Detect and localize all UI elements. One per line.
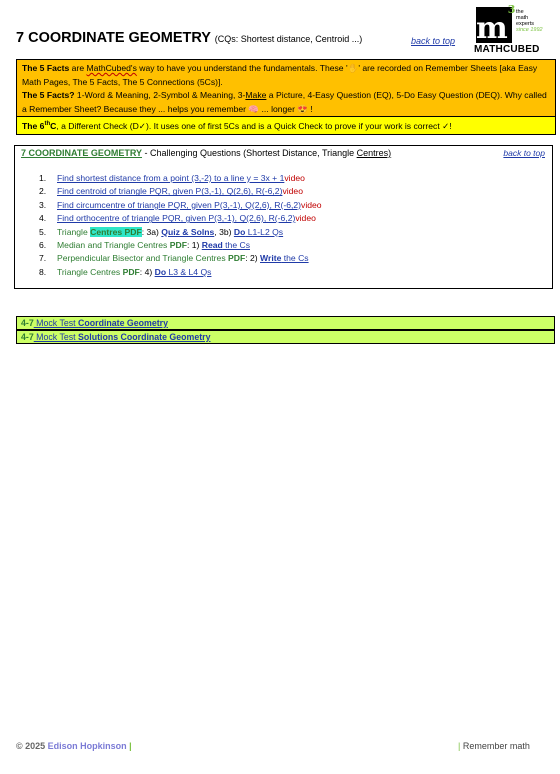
list-item: 5. Triangle Centres PDF: 3a) Quiz & Solns, 3b) Do L1-L2 Qs (39, 226, 284, 237)
sixth-check-box: The 6thC, a Different Check (D✓). It uses one of first 5Cs and is a Quick Check to prove if your work is correct ✓! (16, 116, 556, 135)
do-l1-l2-link[interactable]: Do (233, 226, 246, 237)
smile-icon: 😍 (297, 103, 309, 114)
facts-line-1: The 5 Facts are MathCubed's way to have you understand the fundamentals. These '✋' are recorded on Remember Sheets [aka Easy Math Pages, The 5 Facts, The 5 Connections (5Cs)]. (22, 63, 538, 87)
back-to-top-link[interactable]: back to top (411, 36, 456, 46)
cq-heading: 7 COORDINATE GEOMETRY - Challenging Questions (Shortest Distance, Triangle Centres) (21, 148, 392, 158)
write-cs-link[interactable]: Write (260, 253, 282, 264)
five-facts-box (16, 59, 556, 119)
question-link-circumcentre[interactable]: Find circumcentre of triangle PQR, given P(3,-1), Q(2,6), R(-6,2) (57, 199, 302, 210)
mock-test-row[interactable]: 4-7 Mock Test Coordinate Geometry (16, 316, 555, 330)
facts-line-2: The 5 Facts? 1-Word & Meaning, 2-Symbol & Meaning, 3-Make a Picture, 4-Easy Question (EQ), 5-Do Easy Question (DEQ). Why called a Remember Sheet? Because they ... helps you remember 🧠 ... longer 😍 ! (22, 90, 547, 114)
question-link-shortest-distance[interactable]: Find shortest distance from a point (3,-2) to a line y = 3x + 1 (57, 173, 285, 183)
triangle-centres-pdf-link[interactable]: Centres PDF (90, 226, 142, 237)
list-item: 6. Median and Triangle Centres PDF: 1) Read the Cs (39, 240, 250, 251)
question-link-centroid[interactable]: Find centroid of triangle PQR, given P(3,-1), Q(2,6), R(-6,2) (57, 186, 283, 197)
video-link[interactable]: video (284, 173, 305, 183)
challenging-questions-panel (14, 145, 553, 289)
title-text: 7 COORDINATE GEOMETRY (16, 30, 211, 46)
median-pdf-link[interactable]: PDF (169, 240, 187, 251)
cq-list (39, 172, 322, 279)
footer-copyright: © 2025 Edison Hopkinson | (16, 741, 132, 751)
list-item: 2. Find centroid of triangle PQR, given P(3,-1), Q(2,6), R(-6,2) video (39, 185, 322, 198)
cq-heading-link[interactable]: 7 COORDINATE GEOMETRY (21, 148, 143, 158)
mock-test-link[interactable]: Mock Test (33, 318, 79, 328)
do-l3-l4-link[interactable]: Do (154, 266, 167, 277)
title-subtitle: (CQs: Shortest distance, Centroid ...) (214, 34, 363, 44)
list-item: 1. Find shortest distance from a point (3,-2) to a line y = 3x + 1 video (39, 172, 322, 185)
quiz-solns-link[interactable]: Quiz & Solns (161, 226, 215, 237)
mock-test-solutions-row[interactable]: 4-7 Mock Test Solutions Coordinate Geometry (16, 330, 555, 344)
hand-icon: ✋ (347, 63, 359, 73)
logo-mark: $m^3$ (476, 3, 516, 46)
page-title (16, 30, 362, 46)
list-item: 8. Triangle Centres PDF: 4) Do L3 & L4 Qs (39, 266, 212, 277)
logo-tagline: the math experts since 1992 (516, 9, 543, 33)
brain-icon: 🧠 (248, 103, 260, 114)
footer-tagline: | Remember math (458, 741, 530, 751)
list-item: 7. Perpendicular Bisector and Triangle Centres PDF: 2) Write the Cs (39, 253, 309, 264)
cq-back-to-top-link[interactable]: back to top (503, 148, 545, 158)
mathcubed-logo[interactable] (474, 3, 544, 55)
perp-bisector-pdf-link[interactable]: PDF (228, 253, 246, 264)
question-link-orthocentre[interactable]: Find orthocentre of triangle PQR, given P(3,-1), Q(2,6), R(-6,2) (57, 213, 296, 224)
video-link[interactable]: video (282, 186, 303, 197)
read-cs-link[interactable]: Read (201, 240, 223, 251)
logo-name: MATHCUBED (474, 44, 540, 55)
list-item: 3. Find circumcentre of triangle PQR, given P(3,-1), Q(2,6), R(-6,2) video (39, 199, 322, 212)
video-link[interactable]: video (295, 213, 316, 224)
list-item: 4. Find orthocentre of triangle PQR, given P(3,-1), Q(2,6), R(-6,2) video (39, 212, 322, 225)
video-link[interactable]: video (301, 199, 322, 210)
triangle-centres-pdf-link-2[interactable]: PDF (122, 266, 140, 277)
mock-test-solutions-link[interactable]: Mock Test (33, 332, 79, 342)
